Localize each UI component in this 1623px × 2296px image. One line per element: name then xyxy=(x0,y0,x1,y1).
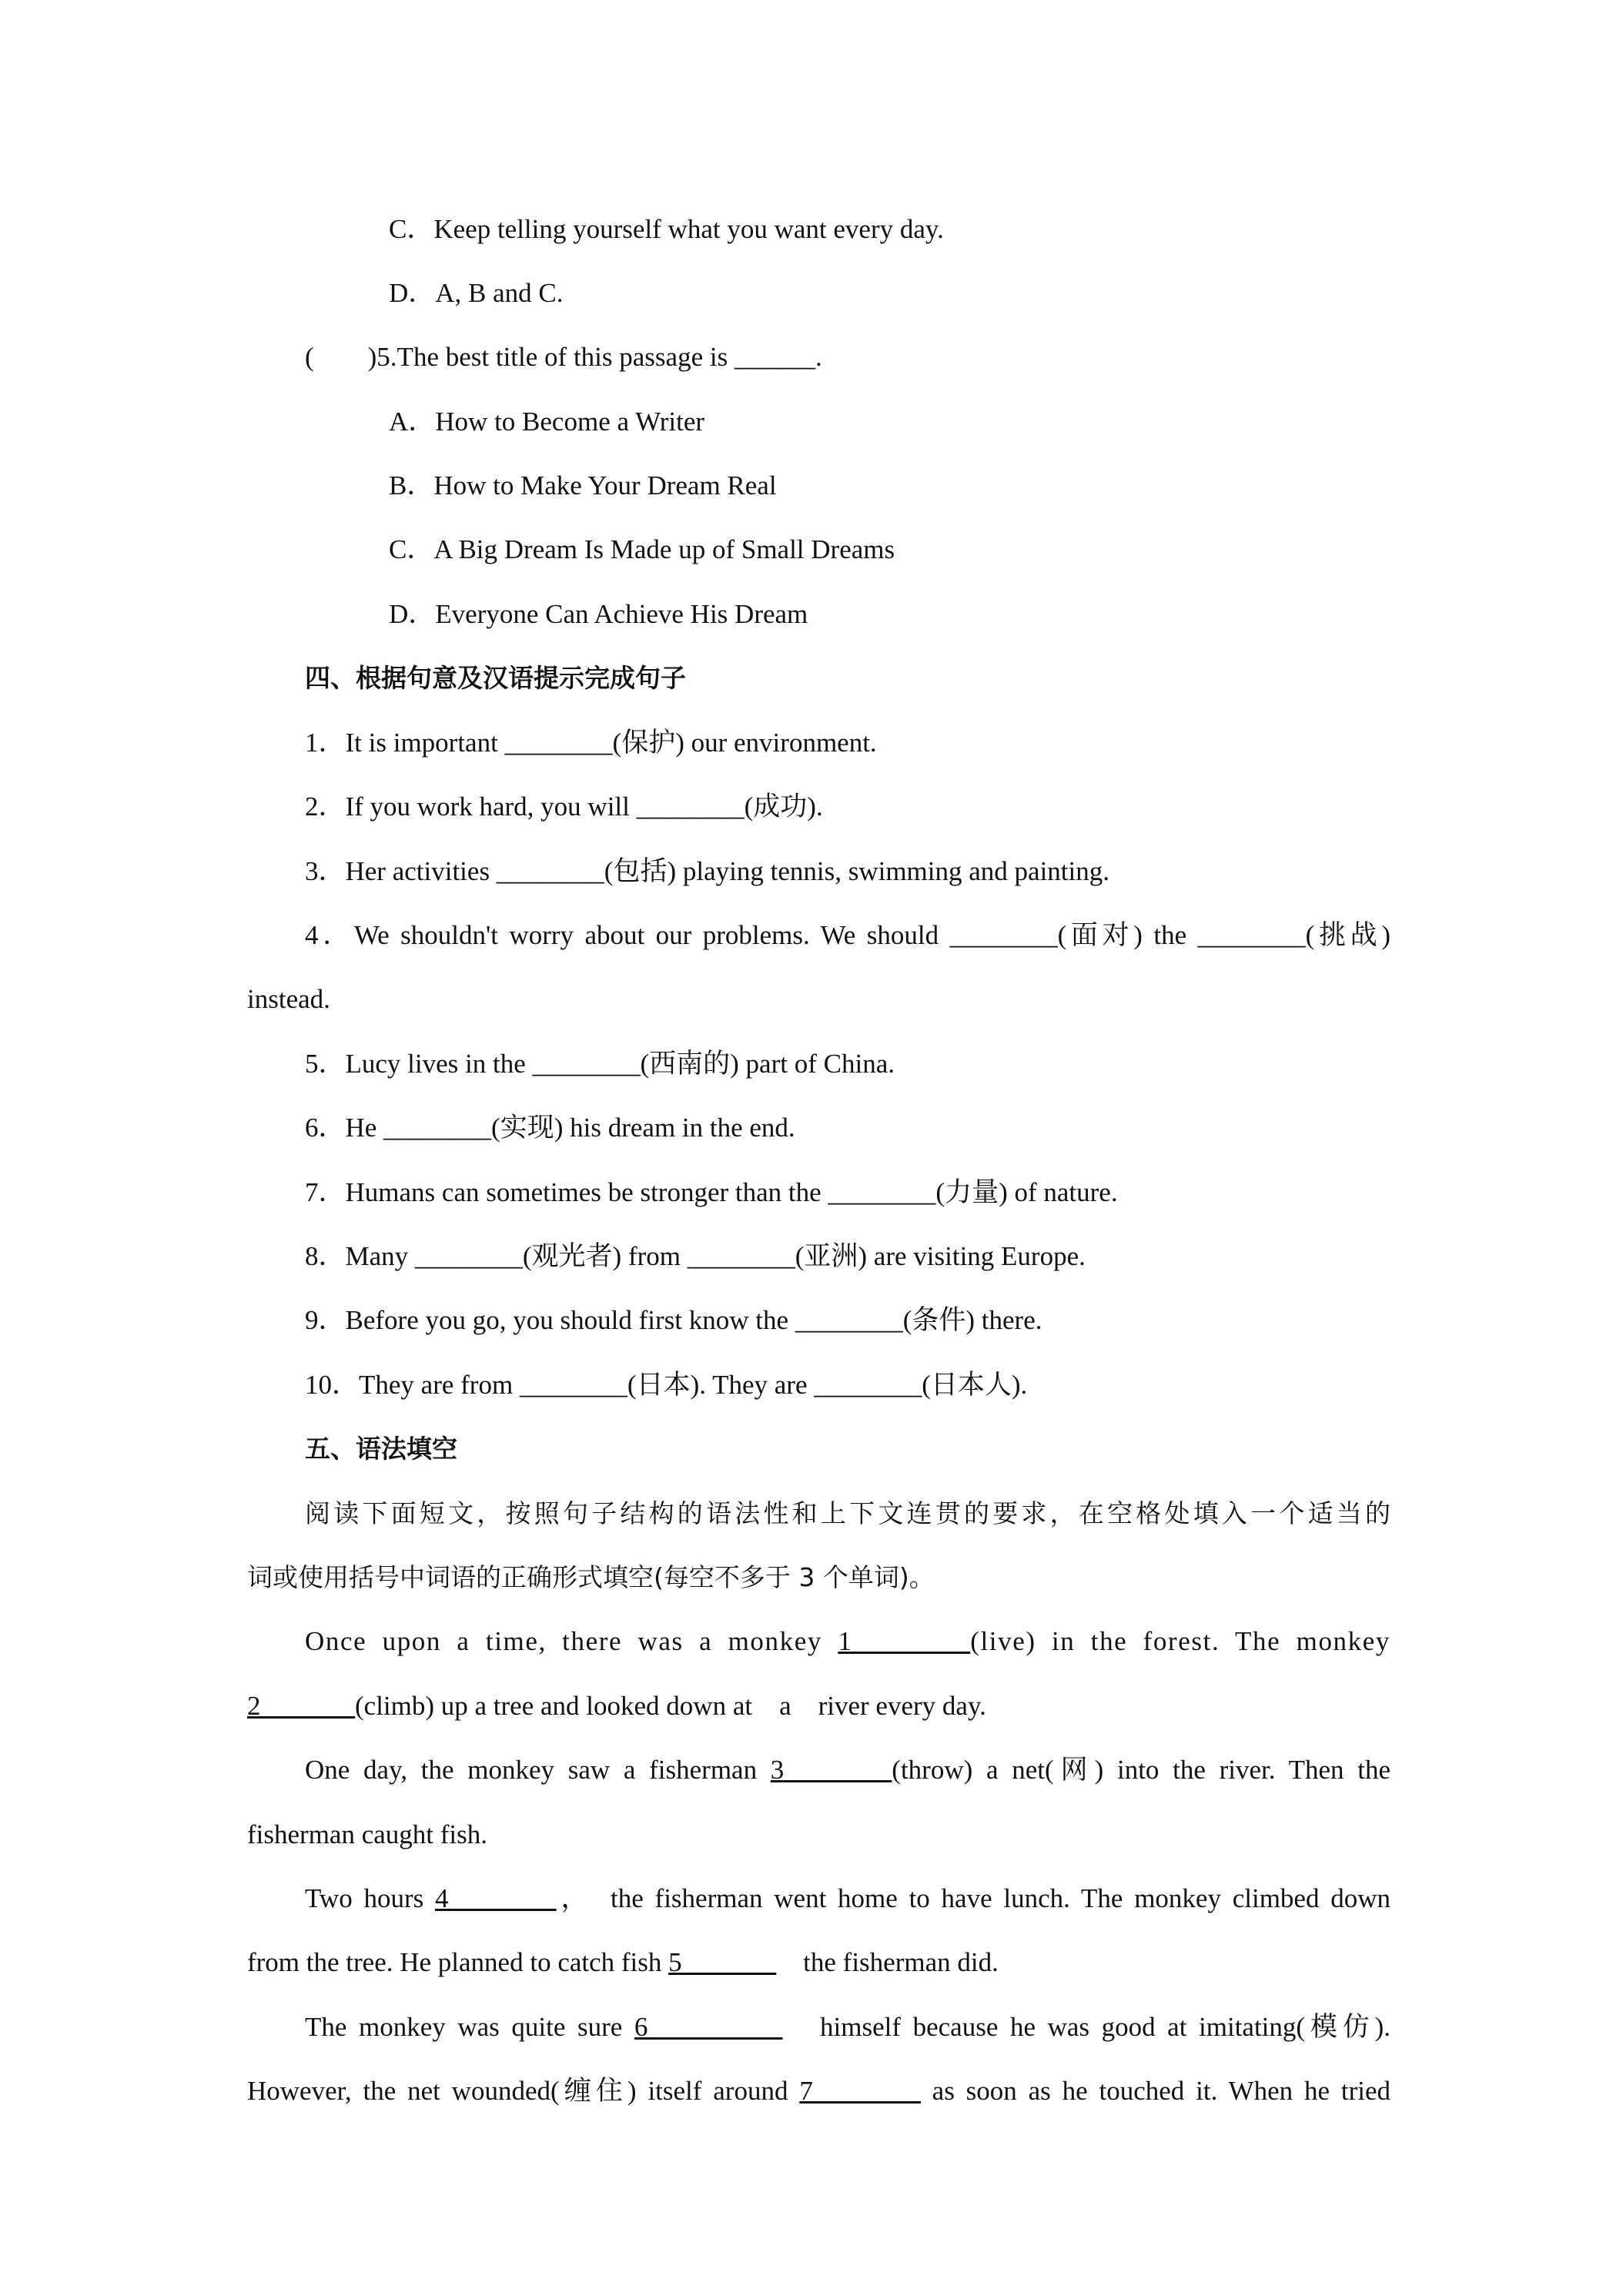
sentence-item-1: 1．It is important ________(保护) our environment. xyxy=(305,728,877,758)
passage-text: Two hours xyxy=(305,1883,436,1913)
passage-text: Once upon a time, there was a monkey xyxy=(305,1626,838,1656)
blank-2: 2_______ xyxy=(247,1691,355,1721)
passage-text: One day, the monkey saw a fisherman xyxy=(305,1755,771,1785)
section-5-instruction-line-2: 词或使用括号中词语的正确形式填空(每空不多于 3 个单词)。 xyxy=(247,1562,935,1592)
option-5a: A．How to Become a Writer xyxy=(389,407,705,437)
passage-text: (live) in the forest. The monkey xyxy=(970,1626,1390,1656)
option-4c: C．Keep telling yourself what you want every day. xyxy=(389,214,944,244)
option-4d: D．A, B and C. xyxy=(389,278,564,308)
sentence-item-4: 4．We shouldn't worry about our problems. We should ________(面对) the ________(挑战) xyxy=(305,920,1390,950)
sentence-item-7: 7．Humans can sometimes be stronger than the ________(力量) of nature. xyxy=(305,1177,1118,1207)
section-4-heading: 四、根据句意及汉语提示完成句子 xyxy=(305,663,686,693)
passage-text: ， the fisherman went home to have lunch. The monkey climbed down xyxy=(556,1883,1390,1913)
passage-line-2 xyxy=(247,1689,986,1723)
passage-line-7 xyxy=(305,2010,1390,2044)
option-5d: D．Everyone Can Achieve His Dream xyxy=(389,599,808,629)
blank-4: 4________ xyxy=(435,1883,557,1913)
passage-line-6 xyxy=(247,1946,999,1980)
sentence-item-6: 6．He ________(实现) his dream in the end. xyxy=(305,1113,795,1143)
question-5-stem: ( )5.The best title of this passage is ______. xyxy=(305,342,822,372)
option-5c: C．A Big Dream Is Made up of Small Dreams xyxy=(389,534,895,564)
section-5-instruction-line-1: 阅读下面短文，按照句子结构的语法性和上下文连贯的要求，在空格处填入一个适当的 xyxy=(305,1498,1390,1528)
passage-line-5 xyxy=(305,1882,1390,1916)
sentence-item-3: 3．Her activities ________(包括) playing tennis, swimming and painting. xyxy=(305,856,1109,886)
sentence-item-4-continued: instead. xyxy=(247,984,330,1014)
sentence-item-2: 2．If you work hard, you will ________(成功). xyxy=(305,792,823,822)
sentence-item-5: 5．Lucy lives in the ________(西南的) part of China. xyxy=(305,1049,895,1079)
sentence-item-9: 9．Before you go, you should first know the ________(条件) there. xyxy=(305,1305,1042,1335)
passage-line-3 xyxy=(305,1753,1390,1787)
option-5b: B．How to Make Your Dream Real xyxy=(389,470,777,500)
passage-text: (throw) a net(网) into the river. Then the xyxy=(892,1755,1390,1785)
sentence-item-8: 8．Many ________(观光者) from ________(亚洲) are visiting Europe. xyxy=(305,1241,1086,1271)
passage-text: (climb) up a tree and looked down at a river every day. xyxy=(355,1691,986,1721)
passage-text: from the tree. He planned to catch fish xyxy=(247,1947,669,1977)
blank-7: 7________ xyxy=(799,2076,921,2106)
blank-5: 5_______ xyxy=(668,1947,777,1977)
passage-line-4: fisherman caught fish. xyxy=(247,1819,487,1849)
passage-text: However, the net wounded(缠住) itself around xyxy=(247,2076,800,2106)
section-5-heading: 五、语法填空 xyxy=(305,1434,457,1464)
blank-6: 6__________ xyxy=(634,2012,783,2042)
sentence-item-10: 10．They are from ________(日本). They are ________(日本人). xyxy=(305,1370,1028,1400)
passage-line-1 xyxy=(305,1625,1390,1658)
passage-line-8 xyxy=(247,2074,1390,2108)
blank-1: 1________ xyxy=(838,1626,971,1656)
passage-text: himself because he was good at imitating(模仿). xyxy=(782,2012,1390,2042)
blank-3: 3________ xyxy=(770,1755,892,1785)
passage-text: The monkey was quite sure xyxy=(305,2012,634,2042)
passage-text: the fisherman did. xyxy=(776,1947,999,1977)
passage-text: as soon as he touched it. When he tried xyxy=(920,2076,1390,2106)
